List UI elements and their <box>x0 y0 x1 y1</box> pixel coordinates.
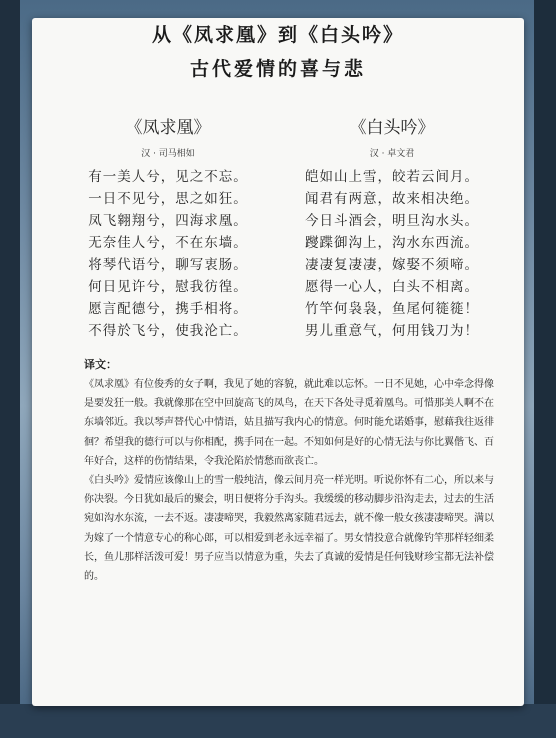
poem-line: 何日见许兮，慰我彷徨。 <box>88 279 248 295</box>
poem-column-baitouyin <box>282 113 502 342</box>
translation-label: 译文： <box>84 358 117 371</box>
document-sheet <box>32 18 524 706</box>
background-frame-left <box>0 0 20 738</box>
poem-author: 汉 · 司马相如 <box>141 149 195 159</box>
poem-line: 有一美人兮，见之不忘。 <box>88 169 248 185</box>
poem-line: 不得於飞兮，使我沦亡。 <box>88 323 248 339</box>
poem-line: 皑如山上雪，皎若云间月。 <box>305 169 479 185</box>
translation-paragraph: 《凤求凰》有位俊秀的女子啊，我见了她的容貌，就此难以忘怀。一日不见她，心中牵念得像是要发狂一般。我就像那在空中回旋高飞的凤鸟，在天下各处寻觅着凰鸟。可惜那美人啊不在东墙邻近。我以琴声替代心中情语，姑且描写我内心的情意。何时能允诺婚事，慰藉我往返徘徊？希望我的德行可以与你相配，携手同在一起。不知如何是好的心情无法与你比翼偕飞、百年好合，这样的伤情结果，令我沦陷於情愁而欲丧亡。 <box>84 379 494 467</box>
background-frame-bottom <box>0 704 556 738</box>
poem-title: 《白头吟》 <box>349 118 435 138</box>
poem-line: 闻君有两意，故来相决绝。 <box>305 191 479 207</box>
poem-line: 凄凄复凄凄，嫁娶不须啼。 <box>305 257 479 273</box>
poem-line: 今日斗酒会，明旦沟水头。 <box>305 213 479 229</box>
poem-line: 一日不见兮，思之如狂。 <box>88 191 248 207</box>
poem-line: 无奈佳人兮，不在东墙。 <box>88 235 248 251</box>
poem-column-fengqiuhuang <box>58 113 278 342</box>
poem-line: 躞蹀御沟上，沟水东西流。 <box>305 235 479 251</box>
poem-author: 汉 · 卓文君 <box>369 149 415 159</box>
translation-section <box>84 356 494 586</box>
document-title: 从《凤求凰》到《白头吟》 <box>151 24 404 46</box>
poem-title: 《凤求凰》 <box>125 118 211 138</box>
poem-line: 男儿重意气，何用钱刀为！ <box>305 323 479 339</box>
poem-line: 竹竿何袅袅，鱼尾何簁簁！ <box>305 301 479 317</box>
poem-line: 将琴代语兮，聊写衷肠。 <box>88 257 248 273</box>
poem-line: 愿得一心人，白头不相离。 <box>305 279 479 295</box>
background-frame-right <box>534 0 556 738</box>
poem-line: 愿言配德兮，携手相将。 <box>88 301 248 317</box>
document-subtitle: 古代爱情的喜与悲 <box>189 58 366 80</box>
poem-line: 凤飞翱翔兮，四海求凰。 <box>88 213 248 229</box>
translation-paragraph: 《白头吟》爱情应该像山上的雪一般纯洁，像云间月亮一样光明。听说你怀有二心，所以来与你决裂。今日犹如最后的聚会，明日便将分手沟头。我缓缓的移动脚步沿沟走去，过去的生活宛如沟水东流，一去不返。凄凄啼哭，我毅然离家随君远去，就不像一般女孩凄凄啼哭。满以为嫁了一个情意专心的称心郎，可以相爱到老永远幸福了。男女情投意合就像钓竿那样轻细柔长，鱼儿那样活泼可爱！男子应当以情意为重，失去了真诚的爱情是任何钱财珍宝都无法补偿的。 <box>84 475 494 583</box>
